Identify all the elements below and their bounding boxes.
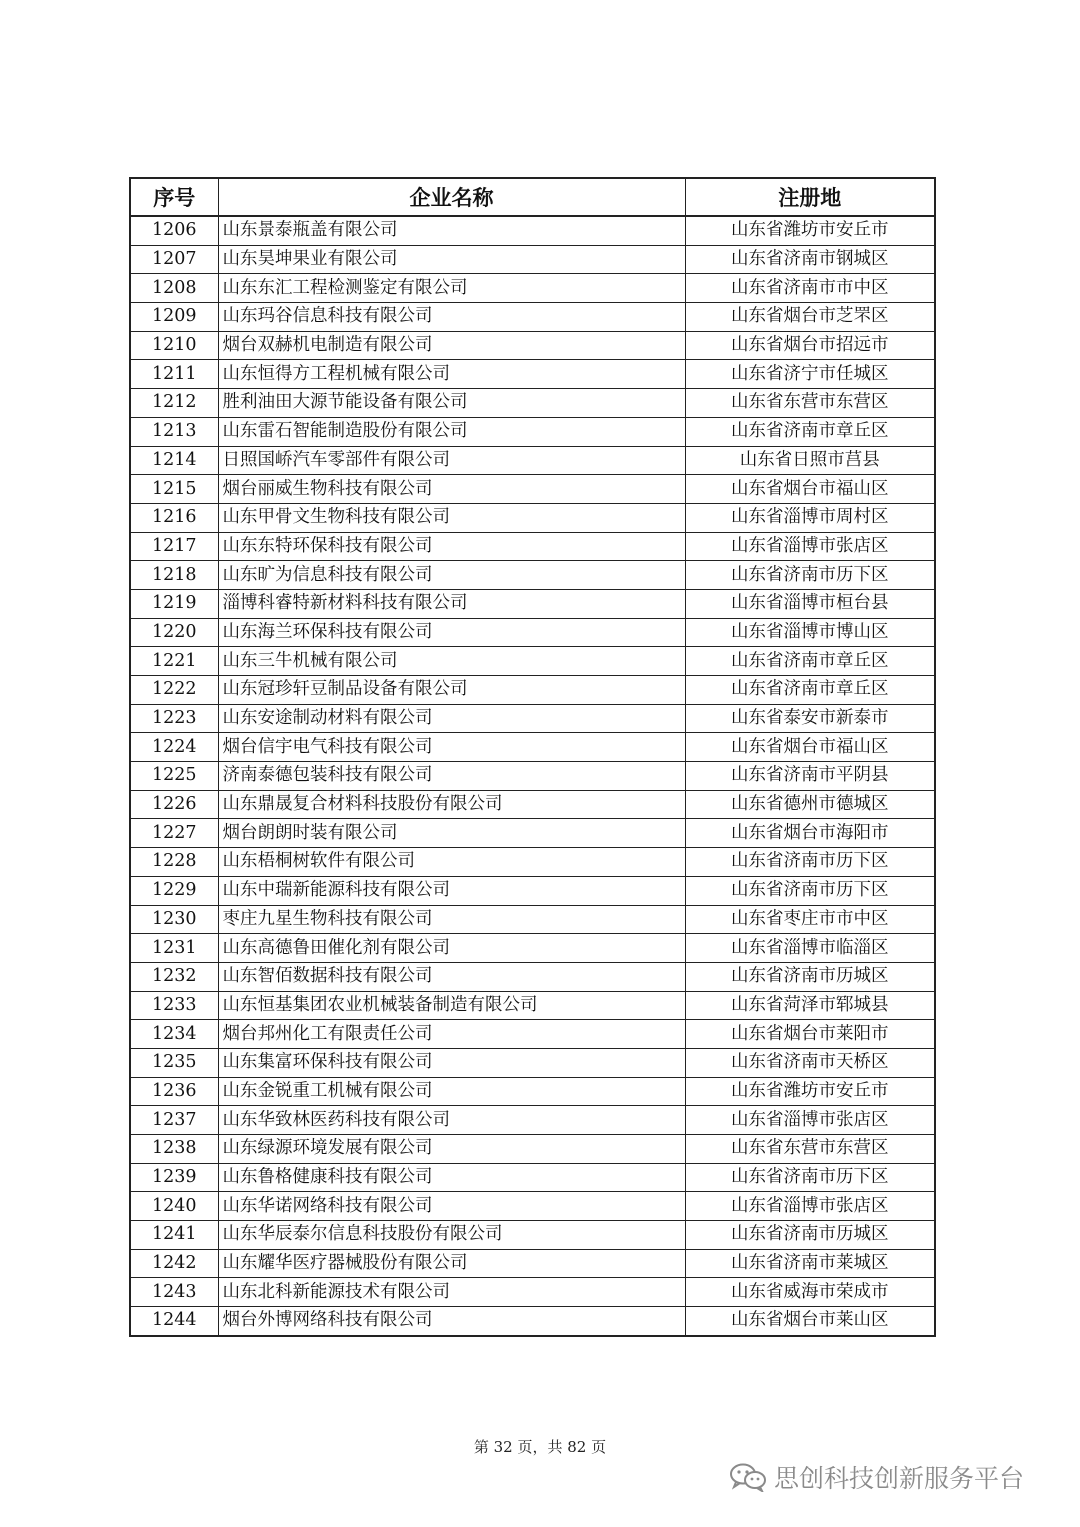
row-company-name: 山东北科新能源技术有限公司: [218, 1278, 685, 1307]
table-row: [130, 905, 935, 934]
row-company-name: 山东安途制动材料有限公司: [218, 704, 685, 733]
table-row: [130, 1221, 935, 1250]
table-row: [130, 216, 935, 245]
row-serial: 1231: [130, 934, 218, 963]
row-serial: 1212: [130, 389, 218, 418]
row-company-name: 山东恒得方工程机械有限公司: [218, 360, 685, 389]
table-row: [130, 962, 935, 991]
row-company-name: 山东高德鲁田催化剂有限公司: [218, 934, 685, 963]
row-company-name: 山东东特环保科技有限公司: [218, 532, 685, 561]
row-serial: 1230: [130, 905, 218, 934]
row-company-name: 山东鲁格健康科技有限公司: [218, 1163, 685, 1192]
row-company-name: 山东旷为信息科技有限公司: [218, 561, 685, 590]
row-serial: 1215: [130, 475, 218, 504]
row-company-name: 烟台双赫机电制造有限公司: [218, 331, 685, 360]
row-location: 山东省济南市历城区: [685, 1221, 935, 1250]
row-company-name: 日照国峤汽车零部件有限公司: [218, 446, 685, 475]
row-serial: 1208: [130, 274, 218, 303]
watermark-text: 思创科技创新服务平台: [774, 1464, 1025, 1493]
table-row: [130, 589, 935, 618]
row-company-name: 山东中瑞新能源科技有限公司: [218, 876, 685, 905]
row-location: 山东省济宁市任城区: [685, 360, 935, 389]
wechat-icon: [728, 1462, 768, 1492]
row-location: 山东省烟台市海阳市: [685, 819, 935, 848]
table-row: [130, 1048, 935, 1077]
header-serial: 序号: [130, 178, 218, 216]
row-location: 山东省潍坊市安丘市: [685, 216, 935, 245]
table-row: [130, 1278, 935, 1307]
table-row: [130, 1192, 935, 1221]
row-serial: 1220: [130, 618, 218, 647]
table-row: [130, 389, 935, 418]
row-serial: 1244: [130, 1307, 218, 1336]
row-serial: 1209: [130, 303, 218, 332]
row-serial: 1226: [130, 790, 218, 819]
row-serial: 1225: [130, 762, 218, 791]
table-row: [130, 647, 935, 676]
watermark: [728, 1459, 1024, 1495]
row-serial: 1211: [130, 360, 218, 389]
row-serial: 1241: [130, 1221, 218, 1250]
table-row: [130, 417, 935, 446]
row-serial: 1216: [130, 503, 218, 532]
row-serial: 1210: [130, 331, 218, 360]
row-serial: 1222: [130, 676, 218, 705]
header-registered-location: 注册地: [685, 178, 935, 216]
table-row: [130, 475, 935, 504]
table-row: [130, 561, 935, 590]
row-location: 山东省烟台市芝罘区: [685, 303, 935, 332]
table-row: [130, 819, 935, 848]
row-location: 山东省烟台市招远市: [685, 331, 935, 360]
row-location: 山东省淄博市张店区: [685, 1192, 935, 1221]
row-serial: 1232: [130, 962, 218, 991]
row-location: 山东省济南市天桥区: [685, 1048, 935, 1077]
row-location: 山东省烟台市福山区: [685, 475, 935, 504]
row-company-name: 山东雷石智能制造股份有限公司: [218, 417, 685, 446]
table-row: [130, 848, 935, 877]
row-serial: 1234: [130, 1020, 218, 1049]
row-location: 山东省东营市东营区: [685, 389, 935, 418]
row-company-name: 山东华致林医药科技有限公司: [218, 1106, 685, 1135]
row-serial: 1218: [130, 561, 218, 590]
row-location: 山东省烟台市莱阳市: [685, 1020, 935, 1049]
row-company-name: 山东冠珍轩豆制品设备有限公司: [218, 676, 685, 705]
row-location: 山东省威海市荣成市: [685, 1278, 935, 1307]
table-row: [130, 676, 935, 705]
table-row: [130, 790, 935, 819]
row-location: 山东省东营市东营区: [685, 1135, 935, 1164]
row-location: 山东省淄博市张店区: [685, 1106, 935, 1135]
row-location: 山东省菏泽市郓城县: [685, 991, 935, 1020]
row-company-name: 山东恒基集团农业机械装备制造有限公司: [218, 991, 685, 1020]
table-row: [130, 446, 935, 475]
row-company-name: 山东海兰环保科技有限公司: [218, 618, 685, 647]
row-company-name: 山东东汇工程检测鉴定有限公司: [218, 274, 685, 303]
table-row: [130, 1077, 935, 1106]
row-company-name: 山东华辰泰尔信息科技股份有限公司: [218, 1221, 685, 1250]
table-row: [130, 934, 935, 963]
row-serial: 1221: [130, 647, 218, 676]
row-location: 山东省淄博市临淄区: [685, 934, 935, 963]
row-company-name: 山东甲骨文生物科技有限公司: [218, 503, 685, 532]
row-company-name: 枣庄九星生物科技有限公司: [218, 905, 685, 934]
table-row: [130, 876, 935, 905]
row-location: 山东省烟台市莱山区: [685, 1307, 935, 1336]
row-serial: 1207: [130, 245, 218, 274]
table-row: [130, 503, 935, 532]
table-row: [130, 274, 935, 303]
row-serial: 1242: [130, 1249, 218, 1278]
row-serial: 1206: [130, 216, 218, 245]
row-company-name: 山东绿源环境发展有限公司: [218, 1135, 685, 1164]
row-company-name: 山东梧桐树软件有限公司: [218, 848, 685, 877]
row-company-name: 山东智佰数据科技有限公司: [218, 962, 685, 991]
row-location: 山东省泰安市新泰市: [685, 704, 935, 733]
row-serial: 1217: [130, 532, 218, 561]
table-row: [130, 1020, 935, 1049]
table-row: [130, 331, 935, 360]
row-company-name: 山东集富环保科技有限公司: [218, 1048, 685, 1077]
row-location: 山东省淄博市桓台县: [685, 589, 935, 618]
row-location: 山东省烟台市福山区: [685, 733, 935, 762]
row-location: 山东省济南市钢城区: [685, 245, 935, 274]
table-row: [130, 1163, 935, 1192]
row-location: 山东省济南市章丘区: [685, 676, 935, 705]
row-location: 山东省淄博市周村区: [685, 503, 935, 532]
row-company-name: 山东耀华医疗器械股份有限公司: [218, 1249, 685, 1278]
row-location: 山东省济南市市中区: [685, 274, 935, 303]
row-company-name: 山东玛谷信息科技有限公司: [218, 303, 685, 332]
row-serial: 1228: [130, 848, 218, 877]
row-company-name: 烟台丽威生物科技有限公司: [218, 475, 685, 504]
row-serial: 1233: [130, 991, 218, 1020]
table-row: [130, 1307, 935, 1336]
table-row: [130, 1106, 935, 1135]
row-company-name: 山东华诺网络科技有限公司: [218, 1192, 685, 1221]
row-company-name: 山东三牛机械有限公司: [218, 647, 685, 676]
row-serial: 1235: [130, 1048, 218, 1077]
row-company-name: 淄博科睿特新材料科技有限公司: [218, 589, 685, 618]
row-company-name: 烟台朗朗时装有限公司: [218, 819, 685, 848]
table-row: [130, 245, 935, 274]
row-company-name: 烟台邦州化工有限责任公司: [218, 1020, 685, 1049]
table-header-row: [130, 178, 935, 216]
row-location: 山东省济南市历下区: [685, 1163, 935, 1192]
table-row: [130, 762, 935, 791]
row-serial: 1219: [130, 589, 218, 618]
header-company-name: 企业名称: [218, 178, 685, 216]
table-row: [130, 1249, 935, 1278]
row-location: 山东省济南市章丘区: [685, 647, 935, 676]
row-location: 山东省济南市历下区: [685, 848, 935, 877]
row-serial: 1238: [130, 1135, 218, 1164]
table-row: [130, 991, 935, 1020]
row-company-name: 济南泰德包装科技有限公司: [218, 762, 685, 791]
table-row: [130, 618, 935, 647]
row-company-name: 山东鼎晟复合材料科技股份有限公司: [218, 790, 685, 819]
row-location: 山东省济南市历城区: [685, 962, 935, 991]
row-company-name: 山东昊坤果业有限公司: [218, 245, 685, 274]
row-serial: 1223: [130, 704, 218, 733]
row-serial: 1213: [130, 417, 218, 446]
row-location: 山东省淄博市博山区: [685, 618, 935, 647]
row-company-name: 烟台信宇电气科技有限公司: [218, 733, 685, 762]
row-serial: 1227: [130, 819, 218, 848]
table-row: [130, 532, 935, 561]
page-number: 第 32 页，共 82 页: [473, 1438, 607, 1456]
row-serial: 1240: [130, 1192, 218, 1221]
row-company-name: 山东景泰瓶盖有限公司: [218, 216, 685, 245]
row-serial: 1224: [130, 733, 218, 762]
row-location: 山东省德州市德城区: [685, 790, 935, 819]
row-location: 山东省淄博市张店区: [685, 532, 935, 561]
table-row: [130, 1135, 935, 1164]
row-serial: 1229: [130, 876, 218, 905]
row-location: 山东省济南市历下区: [685, 876, 935, 905]
row-serial: 1237: [130, 1106, 218, 1135]
table-row: [130, 303, 935, 332]
row-location: 山东省潍坊市安丘市: [685, 1077, 935, 1106]
table-row: [130, 733, 935, 762]
row-location: 山东省济南市莱城区: [685, 1249, 935, 1278]
row-serial: 1236: [130, 1077, 218, 1106]
row-location: 山东省济南市历下区: [685, 561, 935, 590]
table-body: [130, 216, 935, 1336]
row-location: 山东省枣庄市市中区: [685, 905, 935, 934]
row-location: 山东省济南市平阴县: [685, 762, 935, 791]
table-row: [130, 360, 935, 389]
table-row: [130, 704, 935, 733]
row-company-name: 山东金锐重工机械有限公司: [218, 1077, 685, 1106]
row-company-name: 烟台外博网络科技有限公司: [218, 1307, 685, 1336]
row-serial: 1214: [130, 446, 218, 475]
company-table: [129, 177, 936, 1337]
row-company-name: 胜利油田大源节能设备有限公司: [218, 389, 685, 418]
row-serial: 1243: [130, 1278, 218, 1307]
row-location: 山东省日照市莒县: [685, 446, 935, 475]
row-serial: 1239: [130, 1163, 218, 1192]
row-location: 山东省济南市章丘区: [685, 417, 935, 446]
